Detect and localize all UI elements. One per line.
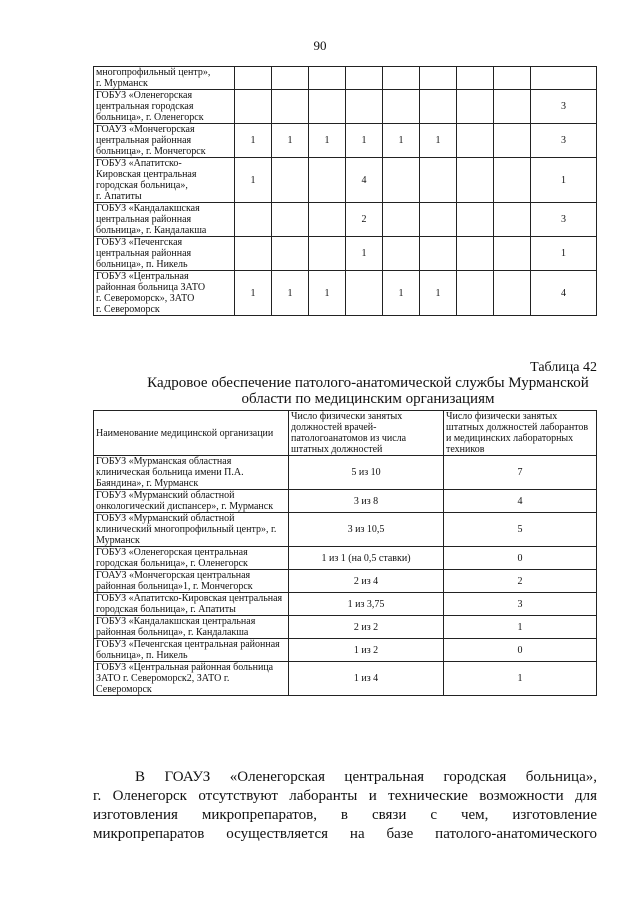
continuation-table: [93, 66, 597, 316]
table-row: [94, 203, 597, 237]
value-cell: [383, 90, 420, 124]
value-cell: [420, 67, 457, 90]
value-cell: [494, 124, 531, 158]
value-cell: [383, 158, 420, 203]
value-cell: [272, 67, 309, 90]
doctors-cell: 3 из 10,5: [289, 513, 444, 547]
value-cell: [235, 237, 272, 271]
organization-name-cell: ГОБУЗ «Мурманский областной онкологический диспансер», г. Мурманск: [94, 490, 289, 513]
value-cell: [457, 271, 494, 316]
value-cell: [420, 90, 457, 124]
organization-name-cell: [94, 203, 235, 237]
organization-name-cell: ГОБУЗ «Апатитско-Кировская центральная городская больница», г. Апатиты: [94, 593, 289, 616]
doctors-cell: 1 из 3,75: [289, 593, 444, 616]
table-row: [94, 158, 597, 203]
value-cell: [383, 203, 420, 237]
table-row: [94, 616, 597, 639]
value-cell: [494, 203, 531, 237]
organization-name-line: ГОБУЗ «Печенгская: [96, 237, 183, 248]
paragraph-line: г. Оленегорск отсутствуют лаборанты и технические возможности для: [93, 788, 597, 804]
lab-staff-cell: 3: [444, 593, 597, 616]
value-cell: [420, 203, 457, 237]
value-cell: [346, 67, 383, 90]
organization-name-line: больница», г. Кандалакша: [96, 225, 207, 236]
doctors-cell: 5 из 10: [289, 456, 444, 490]
value-cell: [272, 237, 309, 271]
value-cell: 4: [346, 158, 383, 203]
value-cell: [309, 237, 346, 271]
table-row: [94, 513, 597, 547]
value-cell: [272, 203, 309, 237]
table-row: [94, 271, 597, 316]
header-doctors: Число физически занятых должностей врачей-патологоанатомов из числа штатных должностей: [289, 411, 444, 456]
value-cell: 3: [531, 90, 597, 124]
value-cell: 1: [235, 271, 272, 316]
doctors-cell: 1 из 1 (на 0,5 ставки): [289, 547, 444, 570]
value-cell: 2: [346, 203, 383, 237]
staffing-table: [93, 410, 597, 696]
table-row: [94, 662, 597, 696]
value-cell: [346, 271, 383, 316]
organization-name-cell: [94, 90, 235, 124]
value-cell: [531, 67, 597, 90]
lab-staff-cell: 0: [444, 547, 597, 570]
organization-name-line: г. Апатиты: [96, 191, 142, 202]
organization-name-cell: [94, 271, 235, 316]
page-number: 90: [313, 38, 327, 53]
organization-name-cell: ГОБУЗ «Центральная районная больница ЗАТО г. Североморск2, ЗАТО г. Североморск: [94, 662, 289, 696]
table-row: [94, 456, 597, 490]
doctors-cell: 1 из 4: [289, 662, 444, 696]
value-cell: [457, 237, 494, 271]
value-cell: 1: [309, 124, 346, 158]
value-cell: [235, 67, 272, 90]
value-cell: [457, 124, 494, 158]
table-row: [94, 490, 597, 513]
table-header-row: [94, 411, 597, 456]
organization-name-line: городская больница»,: [96, 180, 188, 191]
value-cell: [309, 203, 346, 237]
value-cell: 1: [420, 124, 457, 158]
organization-name-line: больница», г. Мончегорск: [96, 146, 206, 157]
lab-staff-cell: 5: [444, 513, 597, 547]
lab-staff-cell: 7: [444, 456, 597, 490]
value-cell: 4: [531, 271, 597, 316]
header-organization: Наименование медицинской организации: [94, 411, 289, 456]
organization-name-cell: ГОБУЗ «Печенгская центральная районная больница», п. Никель: [94, 639, 289, 662]
value-cell: [494, 158, 531, 203]
value-cell: 1: [272, 271, 309, 316]
value-cell: 1: [420, 271, 457, 316]
body-paragraph: [93, 768, 597, 844]
value-cell: 1: [346, 237, 383, 271]
organization-name-line: районная больница ЗАТО: [96, 282, 206, 293]
organization-name-cell: ГОАУЗ «Мончегорская центральная районная больница»1, г. Мончегорск: [94, 570, 289, 593]
lab-staff-cell: 1: [444, 616, 597, 639]
value-cell: [272, 90, 309, 124]
value-cell: [494, 271, 531, 316]
organization-name-cell: ГОБУЗ «Мурманская областная клиническая больница имени П.А. Баяндина», г. Мурманск: [94, 456, 289, 490]
organization-name-line: центральная городская: [96, 101, 194, 112]
value-cell: [235, 203, 272, 237]
value-cell: 1: [346, 124, 383, 158]
table-row: [94, 639, 597, 662]
value-cell: 3: [531, 203, 597, 237]
table-title: Кадровое обеспечение патолого-анатомической службы Мурманской области по медицинским организациям: [147, 375, 589, 407]
organization-name-line: центральная районная: [96, 135, 192, 146]
value-cell: [457, 90, 494, 124]
value-cell: 1: [383, 124, 420, 158]
organization-name-cell: ГОБУЗ «Кандалакшская центральная районная больница», г. Кандалакша: [94, 616, 289, 639]
organization-name-cell: [94, 158, 235, 203]
organization-name-line: больница», г. Оленегорск: [96, 112, 204, 123]
organization-name-cell: [94, 237, 235, 271]
doctors-cell: 2 из 2: [289, 616, 444, 639]
table-row: [94, 570, 597, 593]
organization-name-line: г. Мурманск: [96, 78, 148, 89]
value-cell: [346, 90, 383, 124]
value-cell: [457, 203, 494, 237]
organization-name-line: ГОБУЗ «Оленегорская: [96, 90, 193, 101]
doctors-cell: 3 из 8: [289, 490, 444, 513]
value-cell: 1: [235, 158, 272, 203]
header-lab-staff: Число физически занятых штатных должностей лаборантов и медицинских лабораторных техников: [444, 411, 597, 456]
value-cell: 1: [383, 271, 420, 316]
organization-name-cell: [94, 124, 235, 158]
organization-name-cell: ГОБУЗ «Мурманский областной клинический многопрофильный центр», г. Мурманск: [94, 513, 289, 547]
organization-name-line: Кировская центральная: [96, 169, 197, 180]
table-row: [94, 237, 597, 271]
table-row: [94, 124, 597, 158]
value-cell: [420, 158, 457, 203]
organization-name-line: больница», п. Никель: [96, 259, 188, 270]
value-cell: [494, 67, 531, 90]
organization-name-line: ГОБУЗ «Апатитско-: [96, 158, 182, 169]
paragraph-line: В ГОАУЗ «Оленегорская центральная городская больница»,: [135, 769, 597, 785]
organization-name-line: г. Североморск», ЗАТО: [96, 293, 195, 304]
value-cell: [383, 237, 420, 271]
value-cell: 3: [531, 124, 597, 158]
organization-name-line: ГОБУЗ «Центральная: [96, 271, 189, 282]
organization-name-line: центральная районная: [96, 214, 192, 225]
lab-staff-cell: 1: [444, 662, 597, 696]
organization-name-cell: ГОБУЗ «Оленегорская центральная городская больница», г. Оленегорск: [94, 547, 289, 570]
table-caption: Таблица 42: [530, 360, 597, 375]
value-cell: [309, 90, 346, 124]
lab-staff-cell: 4: [444, 490, 597, 513]
value-cell: 1: [309, 271, 346, 316]
value-cell: [457, 67, 494, 90]
value-cell: [309, 67, 346, 90]
table-row: [94, 67, 597, 90]
organization-name-line: центральная районная: [96, 248, 192, 259]
value-cell: [494, 90, 531, 124]
value-cell: 1: [531, 237, 597, 271]
table-row: [94, 547, 597, 570]
value-cell: 1: [272, 124, 309, 158]
doctors-cell: 2 из 4: [289, 570, 444, 593]
table-row: [94, 593, 597, 616]
value-cell: [235, 90, 272, 124]
organization-name-line: многопрофильный центр»,: [96, 67, 211, 78]
value-cell: [420, 237, 457, 271]
value-cell: [457, 158, 494, 203]
lab-staff-cell: 0: [444, 639, 597, 662]
organization-name-cell: [94, 67, 235, 90]
organization-name-line: г. Североморск: [96, 304, 160, 315]
table-row: [94, 90, 597, 124]
paragraph-line: изготовления микропрепаратов, в связи с чем, изготовление: [93, 807, 597, 823]
lab-staff-cell: 2: [444, 570, 597, 593]
value-cell: [383, 67, 420, 90]
paragraph-line: микропрепаратов осуществляется на базе патолого-анатомического: [93, 826, 597, 842]
organization-name-line: ГОАУЗ «Мончегорская: [96, 124, 195, 135]
value-cell: 1: [235, 124, 272, 158]
value-cell: [494, 237, 531, 271]
value-cell: 1: [531, 158, 597, 203]
organization-name-line: ГОБУЗ «Кандалакшская: [96, 203, 200, 214]
value-cell: [309, 158, 346, 203]
doctors-cell: 1 из 2: [289, 639, 444, 662]
value-cell: [272, 158, 309, 203]
